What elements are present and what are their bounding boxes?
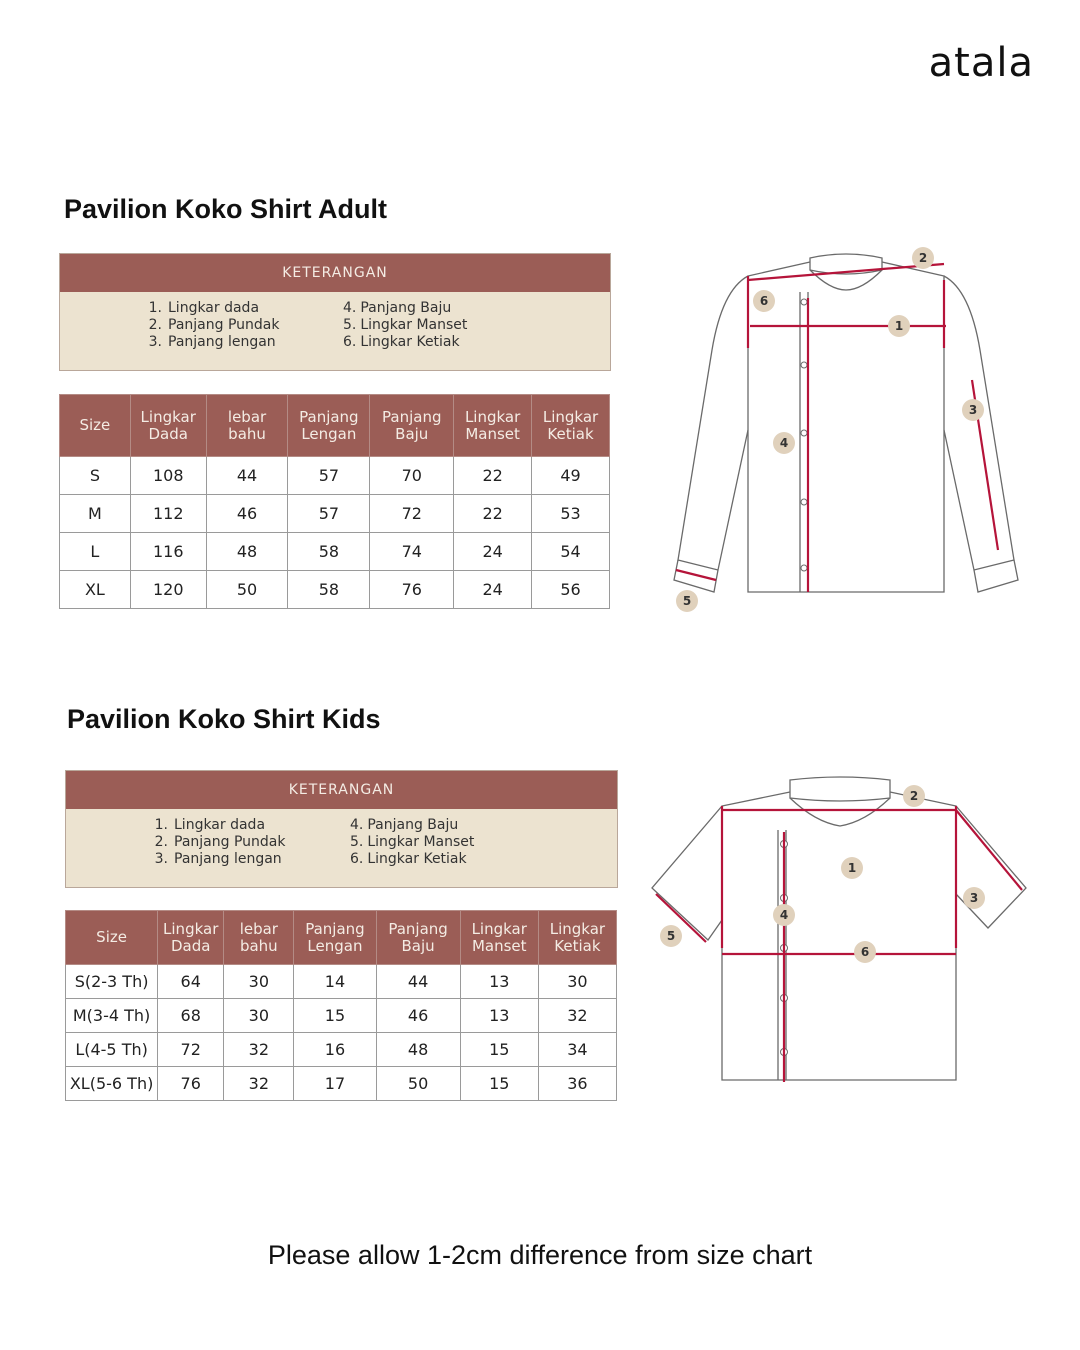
table-cell: 48 [206,533,288,571]
table-cell: 58 [288,571,370,609]
adult-legend-heading: KETERANGAN [60,254,610,292]
table-cell: 46 [206,495,288,533]
adult-legend-item: 4. Panjang Baju [343,300,452,316]
kids-legend-item: 1. Lingkar dada [154,817,266,833]
kids-shirt-diagram [650,770,1040,1100]
kids-legend-heading: KETERANGAN [66,771,617,809]
table-cell: 74 [370,533,454,571]
kids-header-row [66,911,617,965]
table-cell: 108 [130,457,206,495]
badge-6 [854,941,876,963]
table-cell: 50 [376,1067,460,1101]
table-cell: 15 [294,999,376,1033]
table-row [60,533,610,571]
table-cell: 44 [206,457,288,495]
table-cell: 116 [130,533,206,571]
badge-5 [660,925,682,947]
svg-text:2: 2 [918,251,928,265]
adult-legend [59,253,611,371]
table-cell: XL(5-6 Th) [66,1067,158,1101]
measure-lines [656,806,1022,1082]
table-row [66,1033,617,1067]
table-cell: S [60,457,131,495]
badge-1 [841,857,863,879]
svg-text:5: 5 [666,929,676,943]
adult-legend-left [136,300,279,351]
table-row [60,571,610,609]
table-cell: L(4-5 Th) [66,1033,158,1067]
table-cell: 53 [532,495,610,533]
table-cell: 24 [454,571,532,609]
col-header-lingkar-ketiak: Lingkar Ketiak [538,911,616,965]
col-header-lingkar-dada: Lingkar Dada [130,395,206,457]
table-cell: 14 [294,965,376,999]
kids-section-title: Pavilion Koko Shirt Kids [67,704,381,734]
table-cell: 49 [532,457,610,495]
badge-2 [903,785,925,807]
short-sleeve-shirt-outline [652,777,1026,1080]
table-cell: 32 [224,1067,294,1101]
kids-legend-right [350,817,474,868]
svg-text:6: 6 [759,294,769,308]
table-cell: 120 [130,571,206,609]
table-cell: 36 [538,1067,616,1101]
table-cell: 16 [294,1033,376,1067]
col-header-lebar-bahu: lebar bahu [224,911,294,965]
table-cell: 54 [532,533,610,571]
adult-legend-item: 2. Panjang Pundak [148,317,280,333]
brand-logo: atala [928,40,1034,86]
measure-badges [660,785,985,963]
adult-size-table [59,394,610,609]
table-cell: 76 [370,571,454,609]
badge-5 [676,590,698,612]
table-cell: 15 [460,1033,538,1067]
badge-3 [962,399,984,421]
table-cell: 30 [538,965,616,999]
col-header-size: Size [66,911,158,965]
kids-legend-item: 2. Panjang Pundak [154,834,286,850]
table-cell: 112 [130,495,206,533]
kids-legend-left [142,817,285,868]
table-cell: L [60,533,131,571]
table-cell: 32 [224,1033,294,1067]
badge-4 [773,904,795,926]
table-cell: 76 [158,1067,224,1101]
table-cell: 44 [376,965,460,999]
adult-legend-item: 3. Panjang lengan [148,334,276,350]
table-cell: 56 [532,571,610,609]
col-header-lingkar-manset: Lingkar Manset [460,911,538,965]
svg-text:1: 1 [894,319,904,333]
svg-text:4: 4 [779,908,789,922]
table-cell: 17 [294,1067,376,1101]
kids-legend [65,770,618,888]
table-cell: 72 [158,1033,224,1067]
table-cell: 70 [370,457,454,495]
col-header-size: Size [60,395,131,457]
table-cell: 64 [158,965,224,999]
adult-shirt-diagram [660,240,1040,620]
adult-legend-item: 6. Lingkar Ketiak [343,334,460,350]
svg-text:4: 4 [779,436,789,450]
badge-6 [753,290,775,312]
table-cell: 32 [538,999,616,1033]
kids-legend-item: 3. Panjang lengan [154,851,282,867]
col-header-panjang-baju: Panjang Baju [376,911,460,965]
kids-legend-item: 5. Lingkar Manset [350,834,475,850]
adult-header-row [60,395,610,457]
table-cell: 13 [460,965,538,999]
col-header-panjang-lengan: Panjang Lengan [288,395,370,457]
col-header-lingkar-ketiak: Lingkar Ketiak [532,395,610,457]
table-cell: 48 [376,1033,460,1067]
adult-legend-item: 5. Lingkar Manset [343,317,468,333]
kids-size-table [65,910,617,1101]
col-header-panjang-lengan: Panjang Lengan [294,911,376,965]
table-row [66,999,617,1033]
table-cell: 22 [454,457,532,495]
col-header-lingkar-dada: Lingkar Dada [158,911,224,965]
svg-text:3: 3 [969,891,979,905]
table-row [66,965,617,999]
table-cell: 34 [538,1033,616,1067]
svg-text:1: 1 [847,861,857,875]
table-cell: 13 [460,999,538,1033]
table-cell: M [60,495,131,533]
table-cell: 58 [288,533,370,571]
table-cell: S(2-3 Th) [66,965,158,999]
long-sleeve-shirt-outline [674,254,1018,592]
adult-legend-right [343,300,467,351]
svg-text:2: 2 [909,789,919,803]
footer-note: Please allow 1-2cm difference from size chart [267,1240,813,1270]
table-cell: 24 [454,533,532,571]
svg-text:5: 5 [682,594,692,608]
table-cell: 46 [376,999,460,1033]
table-cell: 22 [454,495,532,533]
adult-section-title: Pavilion Koko Shirt Adult [64,194,388,224]
badge-1 [888,315,910,337]
badge-2 [912,247,934,269]
table-row [60,495,610,533]
kids-legend-item: 4. Panjang Baju [350,817,459,833]
measure-badges [676,247,984,612]
svg-text:3: 3 [968,403,978,417]
shirt-buttons [801,299,807,571]
col-header-lebar-bahu: lebar bahu [206,395,288,457]
table-cell: 15 [460,1067,538,1101]
badge-3 [963,887,985,909]
table-cell: 57 [288,495,370,533]
table-cell: 68 [158,999,224,1033]
table-cell: 57 [288,457,370,495]
col-header-lingkar-manset: Lingkar Manset [454,395,532,457]
table-cell: 50 [206,571,288,609]
svg-text:6: 6 [860,945,870,959]
table-cell: 30 [224,999,294,1033]
table-row [60,457,610,495]
table-cell: M(3-4 Th) [66,999,158,1033]
table-cell: 30 [224,965,294,999]
adult-legend-item: 1. Lingkar dada [148,300,260,316]
table-cell: 72 [370,495,454,533]
kids-legend-item: 6. Lingkar Ketiak [350,851,467,867]
badge-4 [773,432,795,454]
table-row [66,1067,617,1101]
table-cell: XL [60,571,131,609]
col-header-panjang-baju: Panjang Baju [370,395,454,457]
